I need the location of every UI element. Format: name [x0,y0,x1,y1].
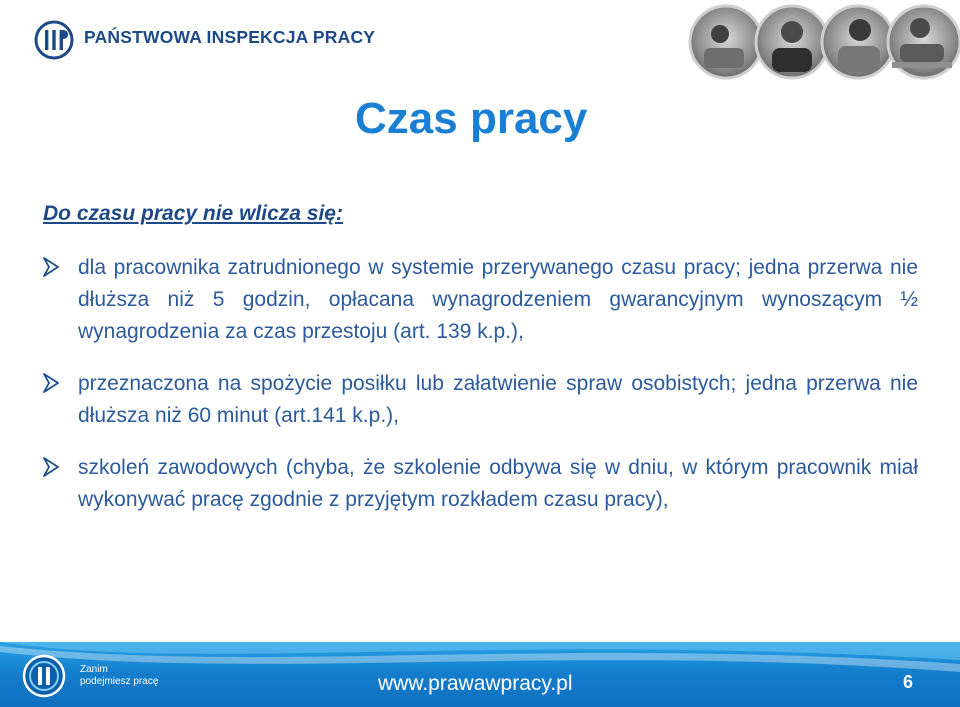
footer-slogan [80,664,158,688]
slide-title: Czas pracy [355,94,588,143]
footer-slogan-line1: Zanim [80,664,108,675]
footer-slogan-line2: podejmiesz pracę [80,676,159,687]
bullet-list [42,252,918,536]
bullet-text: szkoleń zawodowych (chyba, że szkolenie odbywa się w dniu, w którym pracownik miał wykonywać pracę zgodnie z przyjętym rozkładem czasu pracy), [78,456,918,511]
footer-url-link[interactable]: www.prawawpracy.pl [378,672,573,695]
pip-logo-icon [34,20,74,60]
footer-bar [0,642,960,707]
arrow-bullet-icon [42,372,60,394]
worker-photos-collage [688,0,960,84]
arrow-bullet-icon [42,256,60,278]
footer-logo-icon [22,654,66,698]
list-item [42,452,918,516]
bullet-text: dla pracownika zatrudnionego w systemie przerywanego czasu pracy; jedna przerwa nie dłuższa niż 5 godzin, opłacana wynagrodzeniem gwarancyjnym wynoszącym ½ wynagrodzenia za czas przestoju (art. 139 k.p.), [78,256,918,343]
slide-subtitle: Do czasu pracy nie wlicza się: [43,202,343,225]
arrow-bullet-icon [42,456,60,478]
org-name: PAŃSTWOWA INSPEKCJA PRACY [84,27,376,47]
list-item [42,368,918,432]
bullet-text: przeznaczona na spożycie posiłku lub załatwienie spraw osobistych; jedna przerwa nie dłuższa niż 60 minut (art.141 k.p.), [78,372,918,427]
list-item [42,252,918,348]
page-number: 6 [903,672,914,692]
